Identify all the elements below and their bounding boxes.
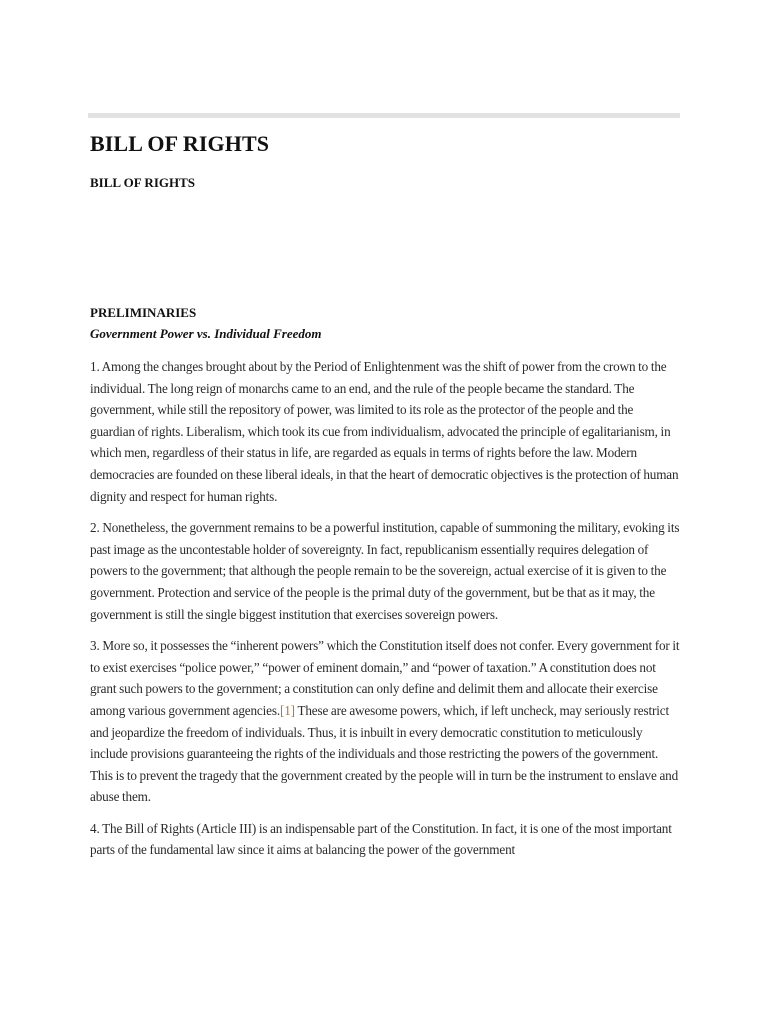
section-subheading: Government Power vs. Individual Freedom [90,326,322,341]
document-body [90,128,680,861]
top-divider [88,113,680,118]
footnote-link[interactable]: [1] [280,702,295,718]
paragraph-2: 2. Nonetheless, the government remains to be a powerful institution, capable of summoning the military, evoking its past image as the uncontestable holder of sovereignty. In fact, republicanism essentially requires delegation of powers to the government; that although the people remain to be the sovereign, actual exercise of it is given to the government. Protection and service of the people is the primal duty of the government, but be that as it may, the government is still the single biggest institution that exercises sovereign powers. [90,520,680,622]
document-subtitle: BILL OF RIGHTS [90,175,195,190]
paragraph-3 [90,635,680,808]
section-heading: PRELIMINARIES [90,305,197,320]
paragraph-3-text-after: These are awesome powers, which, if left uncheck, may seriously restrict and jeopardize the freedom of individuals. Thus, it is inbuilt in every democratic constitution to meticulously include provisions guaranteeing the rights of the individuals and those restricting the powers of the government. This is to prevent the tragedy that the government created by the people will in turn be the instrument to enslave and abuse them. [90,702,679,805]
document-title: BILL OF RIGHTS [90,131,270,156]
paragraph-3-text-before: 3. More so, it possesses the “inherent powers” which the Constitution itself does not confer. Every government for it to exist exercises “police power,” “power of eminent domain,” and “power of taxation.” A constitution does not grant such powers to the government; a constitution can only define and delimit them and allocate their exercise among various government agencies. [90,638,680,718]
paragraph-1: 1. Among the changes brought about by the Period of Enlightenment was the shift of power from the crown to the individual. The long reign of monarchs came to an end, and the rule of the people became the standard. The government, while still the repository of power, was limited to its role as the protector of the people and the guardian of rights. Liberalism, which took its cue from individualism, advocated the principle of egalitarianism, in which men, regardless of their status in life, are regarded as equals in terms of rights before the law. Modern democracies are founded on these liberal ideals, in that the heart of democratic objectives is the protection of human dignity and respect for human rights. [90,359,679,504]
paragraph-4: 4. The Bill of Rights (Article III) is an indispensable part of the Constitution. In fact, it is one of the most important parts of the fundamental law since it aims at balancing the power of the government [90,820,672,858]
